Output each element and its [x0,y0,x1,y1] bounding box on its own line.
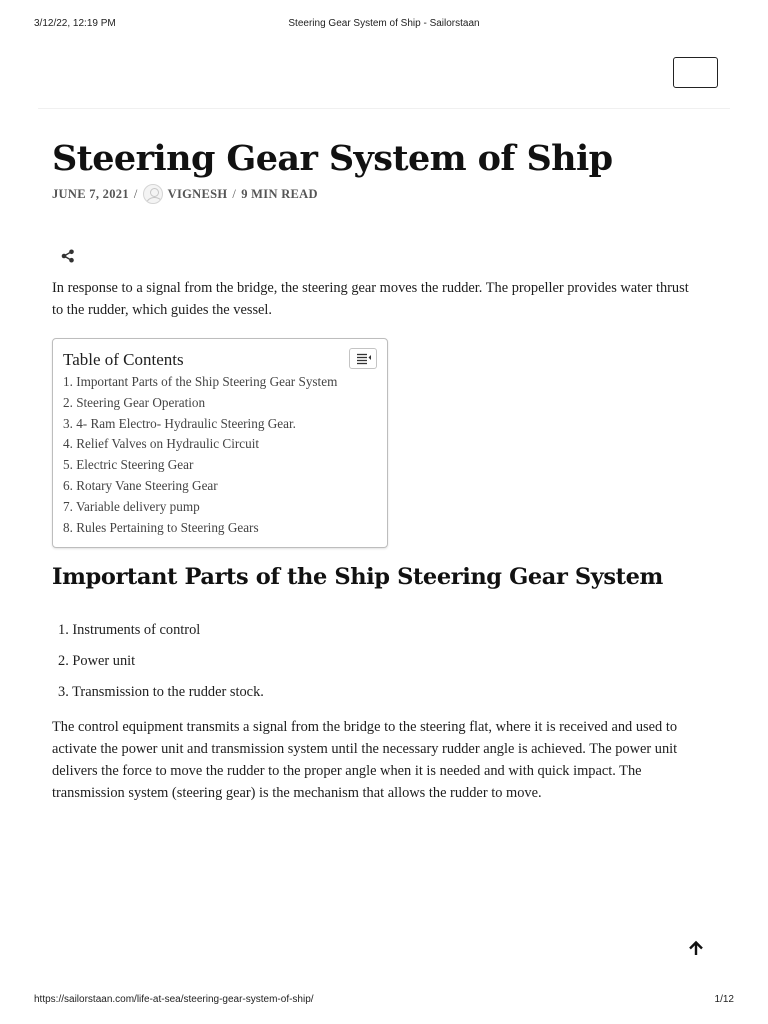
toc-item[interactable]: 7. Variable delivery pump [63,498,200,514]
toc-item[interactable]: 6. Rotary Vane Steering Gear [63,477,218,493]
print-url: https://sailorstaan.com/life-at-sea/steering-gear-system-of-ship/ [34,994,314,1005]
post-date[interactable]: JUNE 7, 2021 [52,186,129,201]
post-meta [52,184,702,204]
toc-item[interactable]: 4. Relief Valves on Hydraulic Circuit [63,436,260,452]
toc-item[interactable]: 1. Important Parts of the Ship Steering Gear System [63,374,338,389]
parts-list [58,615,264,708]
toc-item[interactable]: 8. Rules Pertaining to Steering Gears [63,519,259,535]
meta-separator: / [232,186,237,201]
list-item: 1. Instruments of control [58,622,201,638]
share-icon[interactable] [60,248,76,264]
toc-toggle-button[interactable] [349,348,377,369]
section-heading: Important Parts of the Ship Steering Gear System [52,564,663,590]
list-toggle-icon [350,349,376,368]
print-footer [34,994,734,1008]
read-time: 9 MIN READ [241,186,318,201]
toc-list [63,372,377,538]
avatar-icon [143,184,163,204]
menu-toggle-button[interactable] [673,57,718,88]
toc-title: Table of Contents [63,350,184,369]
post-title: Steering Gear System of Ship [52,138,613,179]
arrow-up-icon [686,938,706,960]
print-header [34,18,734,32]
intro-paragraph: In response to a signal from the bridge, the steering gear moves the rudder. The propeller provides water thrust to the rudder, which guides the vessel. [52,280,689,318]
print-page-title: Steering Gear System of Ship - Sailorstaan [288,18,480,29]
toc-item[interactable]: 3. 4- Ram Electro- Hydraulic Steering Gear. [63,415,296,431]
scroll-to-top-button[interactable] [686,938,706,960]
meta-separator: / [133,186,138,201]
article [52,138,702,801]
print-datetime: 3/12/22, 12:19 PM [34,18,116,29]
table-of-contents [52,338,388,548]
post-author[interactable]: VIGNESH [167,186,228,201]
list-item: 3. Transmission to the rudder stock. [58,684,264,700]
list-item: 2. Power unit [58,653,136,669]
toc-item[interactable]: 2. Steering Gear Operation [63,394,206,410]
toc-item[interactable]: 5. Electric Steering Gear [63,457,194,473]
section-paragraph: The control equipment transmits a signal from the bridge to the steering flat, where it is received and used to activate the power unit and transmission system until the necessary rudder angle is achieved. The power unit delivers the force to move the rudder to the proper angle when it is needed and with quick impact. The transmission system (steering gear) is the mechanism that allows the rudder to move. [52,719,678,801]
print-page-number: 1/12 [714,994,734,1005]
header-divider [38,108,730,109]
